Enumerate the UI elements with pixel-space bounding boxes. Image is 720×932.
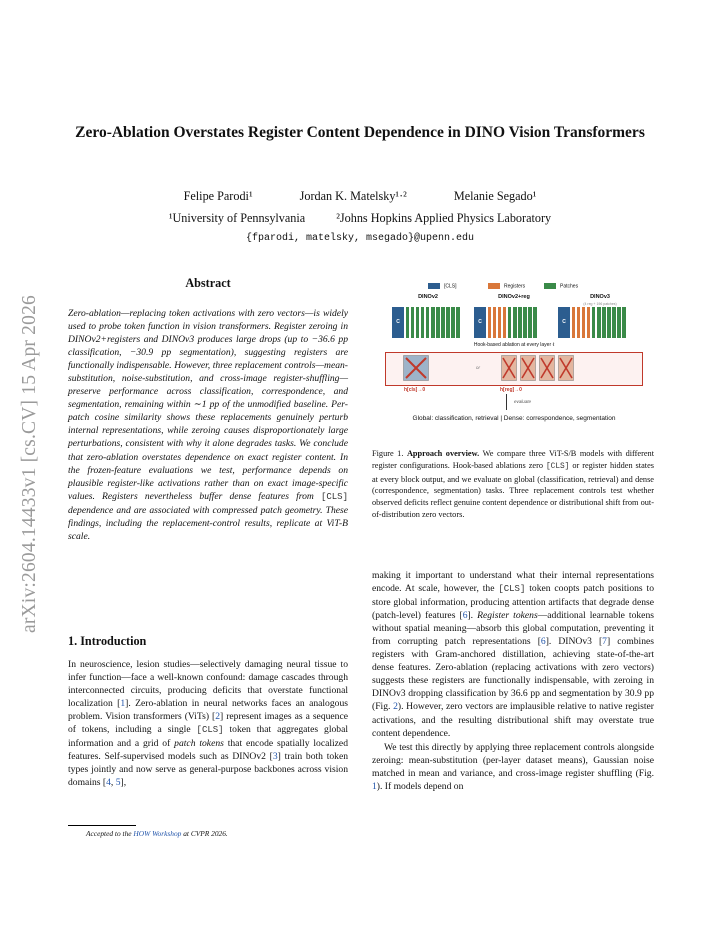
model-label: DINOv2+reg (498, 294, 530, 300)
arxiv-stamp (10, 258, 50, 670)
patch-token (602, 307, 606, 338)
legend-label: Registers (504, 283, 526, 290)
text-run: ] combines registers with Gram-anchored distillation, achieving state-of-the-art dense features. Zero-ablation (replacing activations with zero vectors) suggests these registers are functionally indispensable, with zeroing in DINOv3 dropping classification by 36.6 pp and segmentation by 30.9 pp (Fig. (372, 636, 654, 713)
text-run: ], (120, 777, 127, 789)
emphasis: patch tokens (174, 738, 224, 750)
zeroed-register-token (501, 355, 517, 381)
cls-token: C (558, 307, 570, 338)
paper-title: Zero-Ablation Overstates Register Content Dependence in DINO Vision Transformers (75, 124, 645, 141)
patch-token (441, 307, 445, 338)
legend-swatch (428, 283, 440, 289)
register-token (582, 307, 586, 338)
legend-label: Patches (560, 283, 579, 290)
figure-caption (372, 448, 654, 521)
citation-link[interactable]: 6 (462, 610, 468, 622)
evaluation-tasks-label: Global: classification, retrieval | Dense: correspondence, segmentation (412, 415, 616, 422)
token-row-dinov2 (392, 307, 460, 338)
patch-token (617, 307, 621, 338)
text-run: In neuroscience, lesion studies—selectively damaging neural tissue to infer function—face a well-known confound: damage cascades through interconnected circuits, producing deficits that overstate functional localization [ (68, 659, 348, 710)
cls-token: C (392, 307, 404, 338)
or-label: or (476, 365, 481, 370)
cls-token-mention: [CLS] (320, 491, 348, 502)
text-run: token coopts patch positions to store global information, producing attention artifacts that degrade dense (patch-level) features [ (372, 583, 654, 622)
workshop-link[interactable]: HOW Workshop (133, 829, 182, 838)
patch-token (416, 307, 420, 338)
patch-token (411, 307, 415, 338)
legend-item-registers (488, 283, 525, 289)
patch-token (426, 307, 430, 338)
emphasis: Register tokens (477, 610, 538, 622)
patch-token (431, 307, 435, 338)
text-run: We compare three ViT-S/B models with different register configurations. Hook-based ablations zero (372, 449, 654, 470)
text-run: ]. (467, 610, 478, 622)
cls-token-mention: [CLS] (498, 584, 526, 595)
abstract-text-part: dependence and are associated with compressed patch geometry. These findings, including the replacement-control results, replicate at ViT-B scale. (68, 504, 348, 542)
citation-link[interactable]: 3 (272, 751, 278, 763)
zero-reg-label: h[reg]→0 (500, 387, 522, 393)
text-run: ] train both token types jointly and now serve as general-purpose backbones across vision domains [ (68, 751, 349, 789)
citation-link[interactable]: 1 (120, 698, 126, 710)
register-token (493, 307, 497, 338)
figure-reference-link[interactable]: 2 (393, 701, 398, 713)
text-run: making it important to understand what their internal representations encode. At scale, however, the (372, 570, 654, 595)
text-run: , (110, 777, 116, 789)
token-row-dinov3 (558, 307, 626, 338)
right-column-text (372, 569, 654, 793)
affiliation: ¹University of Pennsylvania (168, 211, 306, 225)
patch-token (508, 307, 512, 338)
text-run: ] represent images as a sequence of tokens, including a single (68, 711, 348, 736)
cls-token-mention: [CLS] (545, 462, 570, 471)
text-run: at CVPR 2026. (181, 829, 228, 838)
affiliation-list (60, 211, 660, 226)
patch-token (597, 307, 601, 338)
zero-cls-label: h[cls]→0 (404, 387, 426, 393)
author-list (60, 189, 660, 204)
footnote (86, 829, 228, 838)
text-run: ). However, zero vectors are implausible relative to native register activations, and the resulting distributional shift may overstate true content dependence. (372, 701, 654, 739)
hook-ablation-label: Hook-based ablation at every layer ℓ (473, 342, 555, 348)
citation-link[interactable]: 7 (602, 636, 607, 648)
text-run: or register hidden states at every block output, and we evaluate on global (classification, retrieval) and dense (correspondence, segmentation) tasks. Three replacement controls test whether observed deficits reflect genuine content dependence or distributional shift from out-of-distribution zero vectors. (372, 460, 654, 519)
register-token (587, 307, 591, 338)
text-run: token that aggregates global information and a grid of (68, 724, 349, 750)
citation-link[interactable]: 2 (215, 711, 221, 723)
zeroed-cls-token (403, 355, 429, 381)
patch-token (456, 307, 460, 338)
cls-token-mention: [CLS] (196, 725, 224, 736)
model-label: DINOv2 (418, 294, 438, 300)
text-run: —additional learnable tokens without spatial meaning—absorb this global computation, preventing it from corrupting patch representations [ (372, 610, 654, 648)
patch-token (592, 307, 596, 338)
patch-token (446, 307, 450, 338)
paragraph (372, 569, 654, 740)
text-run: Accepted to the (86, 829, 134, 838)
patch-token (436, 307, 440, 338)
text-run: We test this directly by applying three replacement controls alongside zeroing: mean-substitution (per-layer dataset means), Gaussian noise matched in mean and variance, and cross-image register shuffling (Fig. (372, 741, 654, 779)
register-token (577, 307, 581, 338)
citation-link[interactable]: 6 (540, 636, 546, 648)
patch-token (518, 307, 522, 338)
zeroed-register-token (558, 355, 574, 381)
legend-label: [CLS] (444, 283, 457, 290)
caption-label: Figure 1. (372, 449, 404, 458)
citation-link[interactable]: 4 (106, 777, 111, 789)
text-run: ]. Zero-ablation in neural networks faces an analogous problem. Vision transformers (ViTs) [ (68, 698, 348, 723)
author: Felipe Parodi¹ (183, 189, 253, 203)
register-token (503, 307, 507, 338)
patch-token (612, 307, 616, 338)
text-run: ]. DINOv3 [ (545, 636, 603, 648)
model-label: DINOv3 (590, 294, 610, 300)
patch-token (528, 307, 532, 338)
arxiv-stamp-text: arXiv:2604.14433v1 [cs.CV] 15 Apr 2026 (19, 295, 40, 633)
citation-link[interactable]: 5 (115, 777, 121, 789)
register-token (488, 307, 492, 338)
patch-token (622, 307, 626, 338)
figure-approach-overview (378, 280, 650, 440)
text-run: ). If models depend on (376, 780, 464, 792)
author-emails: {fparodi, matelsky, msegado}@upenn.edu (245, 233, 475, 244)
token-row-dinov2-reg (474, 307, 537, 338)
patch-token (421, 307, 425, 338)
legend-item-cls (428, 283, 457, 289)
patch-token (451, 307, 455, 338)
patch-token (406, 307, 410, 338)
footnote-rule (68, 825, 136, 826)
cls-token: C (474, 307, 486, 338)
caption-title: Approach overview. (406, 449, 480, 458)
paragraph (372, 741, 654, 793)
evaluate-arrow (506, 394, 507, 410)
model-sublabel: (4 reg + 196 patches) (583, 302, 617, 306)
patch-token (523, 307, 527, 338)
legend-item-patches (544, 283, 578, 289)
abstract-heading: Abstract (185, 276, 231, 290)
author: Jordan K. Matelsky¹·² (299, 189, 407, 203)
register-token (498, 307, 502, 338)
ablation-panel (385, 352, 643, 386)
zeroed-register-token (520, 355, 536, 381)
text-run: that encode spatially localized features. Self-supervised models such as DINOv2 [ (68, 738, 348, 763)
patch-token (607, 307, 611, 338)
abstract-text (68, 307, 348, 543)
legend-swatch (488, 283, 500, 289)
author: Melanie Segado¹ (453, 189, 537, 203)
affiliation: ²Johns Hopkins Applied Physics Laboratory (336, 211, 552, 225)
abstract-text-part: Zero-ablation—replacing token activations with zero vectors—is widely used to probe token function in vision transformers. Register zeroing in DINOv2+registers and DINOv3 produces large drops (up to −36.6 pp classification, −30.9 pp segmentation), suggesting registers are functionally indispensable. However, three replacement controls—mean-substitution, noise-substitution, and cross-image register-shuffling—preserve performance across classification, correspondence, and segmentation, remaining within ∼1 pp of the unmodified baseline. Per-patch cosine similarity shows these replacements genuinely perturb internal representations, while zeroing causes disproportionately large perturbations, consistent with why it alone degrades tasks. We conclude that zero-ablation overstates dependence on exact register content. In the frozen-feature evaluations we test, performance depends on plausible register-like activations rather than on exact image-specific values. Registers nevertheless buffer dense features from (68, 308, 348, 502)
introduction-paragraph (68, 658, 348, 789)
legend-swatch (544, 283, 556, 289)
patch-token (513, 307, 517, 338)
section-heading-introduction: 1. Introduction (68, 634, 147, 648)
evaluate-label: evaluate (514, 399, 532, 404)
figure-reference-link[interactable]: 1 (372, 780, 377, 792)
zeroed-register-token (539, 355, 555, 381)
patch-token (533, 307, 537, 338)
register-token (572, 307, 576, 338)
